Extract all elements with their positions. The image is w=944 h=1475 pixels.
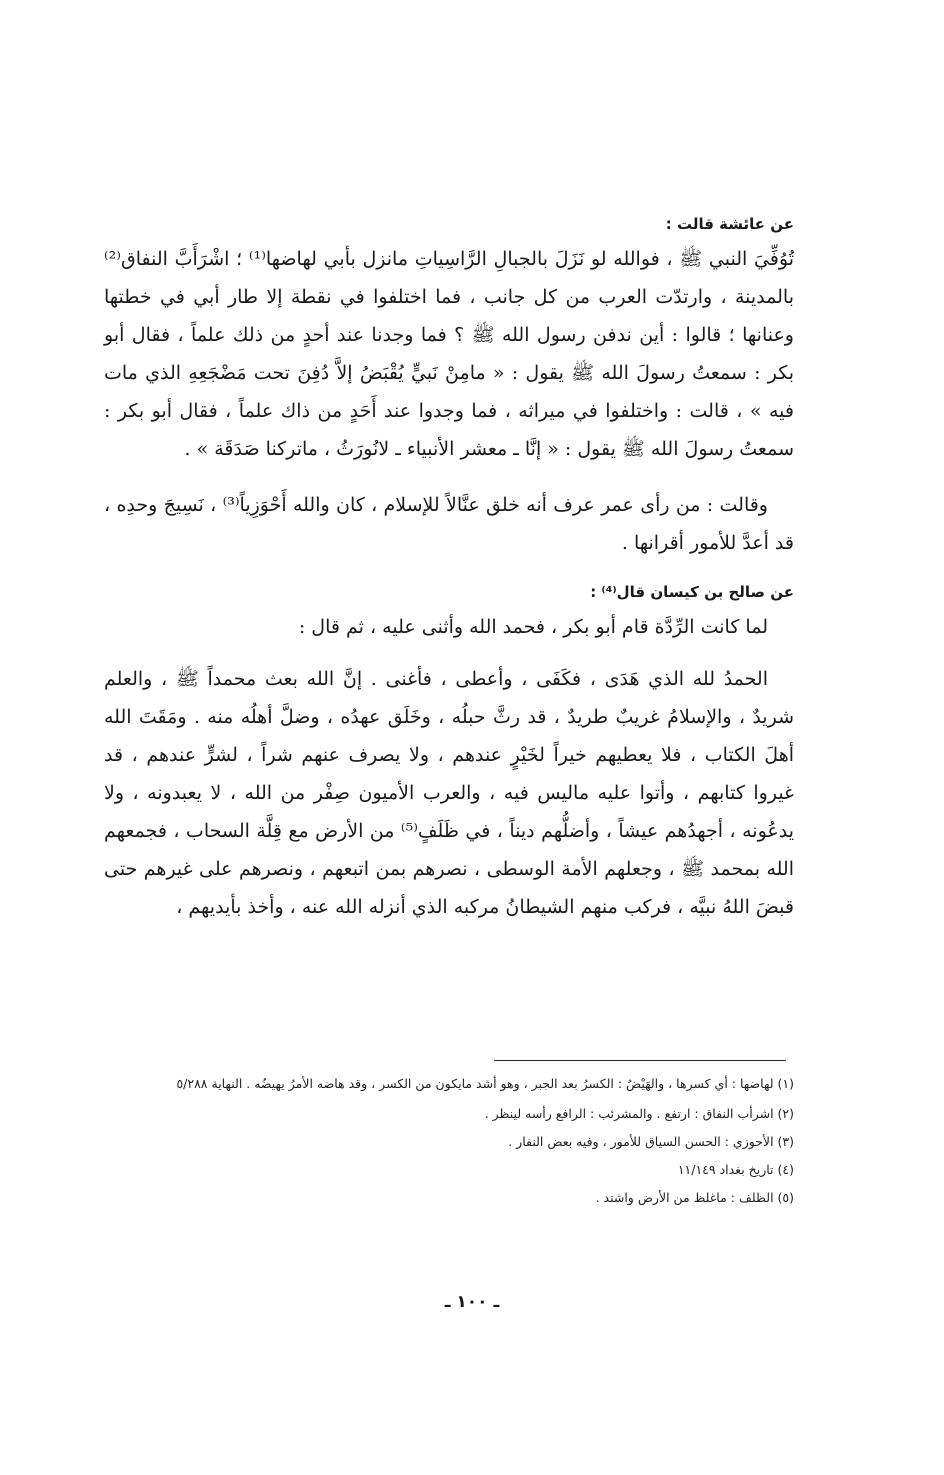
footnote-divider bbox=[494, 1060, 786, 1061]
footnote-4: (٤) تاريخ بغداد ١١/١٤٩ bbox=[677, 1162, 794, 1177]
aisha-on-umar: وقالت : من رأى عمر عرف أنه خلق عنَّالاً للإسلام ، كان والله أَحْوَزِياً⁽³⁾ ، نَسِيجَ وحدِه ، قد أعدَّ للأمور أقرانها . bbox=[104, 494, 794, 554]
abu-bakr-speech: الحمدُ لله الذي هَدَى ، فكَفَى ، وأعطى ، فأغنى . إنَّ الله بعث محمداً ﷺ ، والعلم شريدٌ ، والإسلامُ غريبٌ طريدٌ ، قد رثَّ حبلُه ، وخَلَق عهدُه ، وضلَّ أهلُه منه . ومَقَتَ الله أهلَ الكتاب ، فلا يعطيهم خيراً لخَيْرٍ عندهم ، ولا يصرف عنهم شراً ، لشرٍّ عندهم ، قد غيروا كتابهم ، وأتوا عليه ماليس فيه ، والعرب الأميون صِفْر من الله ، لا يعبدونه ، ولا يدعُونه ، أجهدُهم عيشاً ، وأضلُّهم ديناً ، في ظَلَفٍ⁽⁵⁾ من الأرض مع قِلَّة السحاب ، فجمعهم الله بمحمد ﷺ ، وجعلهم الأمة الوسطى ، نصرهم بمن اتبعهم ، ونصرهم على غيرهم حتى قبضَ اللهُ نبيَّه ، فركب منهم الشيطانُ مركبه الذي أنزله الله عنه ، وأخذ بأيديهم ، bbox=[104, 668, 794, 918]
page-number: ـ ١٠٠ ـ bbox=[444, 1292, 500, 1312]
footnote-3: (٣) الأحوزي : الحسن السياق للأمور ، وفيه بعض النفار . bbox=[508, 1134, 794, 1149]
main-text bbox=[104, 212, 794, 926]
footnotes bbox=[104, 1072, 794, 1212]
ridda-intro: لما كانت الرِّدَّة قام أبو بكر ، فحمد الله وأثنى عليه ، ثم قال : bbox=[298, 616, 768, 638]
aisha-narration: تُوُفِّيَ النبي ﷺ ، فوالله لو نَزَلَ بالجبالِ الرَّاسِياتِ مانزل بأبي لهاضها⁽¹⁾ ؛ اشْرَأَبَّ النفاق⁽²⁾ بالمدينة ، وارتدّت العرب من كل جانب ، فما اختلفوا في نقطة إلا طار أبي في خطتها وعنانها ؛ قالوا : أين ندفن رسول الله ﷺ ؟ فما وجدنا عند أحدٍ من ذلك علماً ، فقال أبو بكر : سمعتُ رسولَ الله ﷺ يقول : « مامِنْ نَبيٍّ يُقْبَضُ إلاَّ دُفِنَ تحت مَضْجَعِهِ الذي مات فيه » ، قالت : واختلفوا في ميراثه ، فما وجدوا عند أَحَدٍ من ذاك علماً ، فقال أبو بكر : سمعتُ رسولَ الله ﷺ يقول : « إنَّا ـ معشر الأنبياء ـ لانُورَثُ ، ماتركنا صَدَقَة » . bbox=[104, 248, 794, 460]
footnote-5: (٥) الظلف : ماغلظ من الأرض واشتد . bbox=[595, 1190, 794, 1205]
footnote-1: (١) لهاضها : أي كسرها ، والهَيْضُ : الكسرُ بعد الجبر ، وهو أشد مايكون من الكسر ، وقد هاضه الأمرُ يهيضُه . النهاية ٥/٢٨٨ bbox=[176, 1076, 794, 1091]
footnote-2: (٢) اشرأب النفاق : ارتفع . والمشرئب : الرافع رأسه لينظر . bbox=[484, 1106, 794, 1121]
section-heading-aisha: عن عائشة قالت : bbox=[665, 215, 794, 233]
section-heading-salih: عن صالح بن كيسان قال⁽⁴⁾ : bbox=[590, 583, 794, 601]
